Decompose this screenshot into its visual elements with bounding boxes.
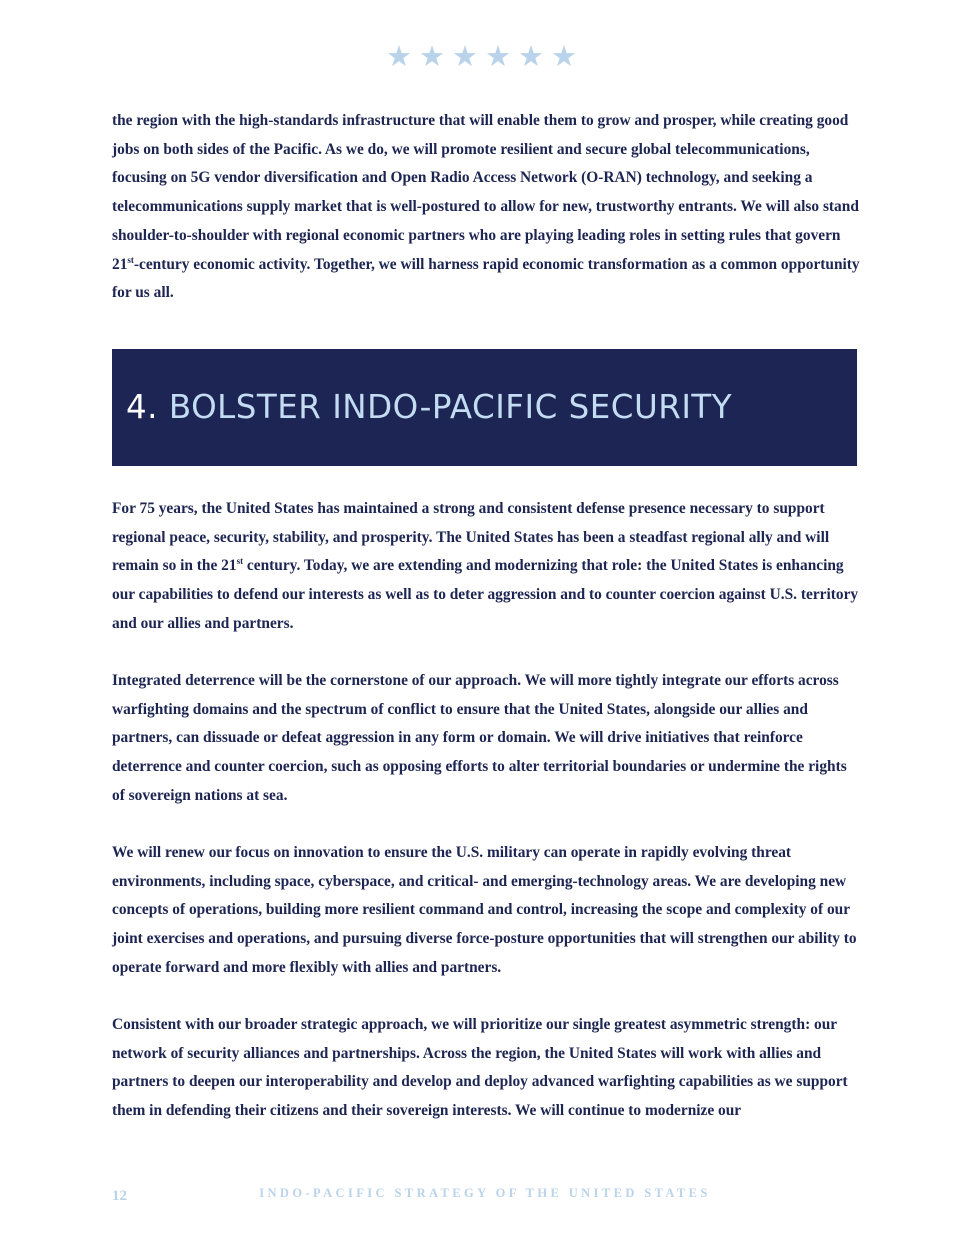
- paragraph-1-text: For 75 years, the United States has maintained a strong and consistent defense presence necessary to support regional peace, security, stability, and prosperity. The United States has been a steadfast regional ally and will remain so in the 21: [112, 500, 830, 575]
- section-heading: [126, 387, 732, 427]
- body-paragraph-1: [112, 495, 862, 639]
- section-number: 4.: [126, 388, 159, 426]
- intro-text: the region with the high-standards infrastructure that will enable them to grow and prosper, while creating good jobs on both sides of the Pacific. As we do, we will promote resilient and secure global telecommunications, focusing on 5G vendor diversification and Open Radio Access Network (O-RAN) technology, and seeking a telecommunications supply market that is well-postured to allow for new, trustworthy entrants. We will also stand shoulder-to-shoulder with regional economic partners who are playing leading roles in setting rules that govern 21: [112, 112, 859, 273]
- section-heading-banner: [112, 349, 857, 466]
- footer-document-title: INDO-PACIFIC STRATEGY OF THE UNITED STATES: [259, 1186, 711, 1200]
- body-paragraph-2: Integrated deterrence will be the cornerstone of our approach. We will more tightly integrate our efforts across warfighting domains and the spectrum of conflict to ensure that the United States, alongside our allies and partners, can dissuade or defeat aggression in any form or domain. We will drive initiatives that reinforce deterrence and counter coercion, such as opposing efforts to alter territorial boundaries or undermine the rights of sovereign nations at sea.: [112, 672, 847, 804]
- intro-text-continued: -century economic activity. Together, we will harness rapid economic transformation as a common opportunity for us all.: [112, 255, 860, 302]
- paragraph-1-superscript: st: [236, 556, 244, 567]
- header-stars-decoration: ★★★★★★: [386, 39, 584, 73]
- paragraph-1-text-continued: century. Today, we are extending and modernizing that role: the United States is enhancing our capabilities to defend our interests as well as to deter aggression and to counter coercion against U.S. territory and our allies and partners.: [112, 557, 859, 632]
- intro-paragraph: [112, 107, 862, 308]
- intro-superscript: st: [127, 254, 134, 265]
- page-number: 12: [112, 1188, 127, 1204]
- body-paragraph-4: Consistent with our broader strategic approach, we will prioritize our single greatest asymmetric strength: our network of security alliances and partnerships. Across the region, the United States will work with allies and partners to deepen our interoperability and develop and deploy advanced warfighting capabilities as we support them in defending their citizens and their sovereign interests. We will continue to modernize our: [112, 1016, 848, 1120]
- body-paragraph-3: We will renew our focus on innovation to ensure the U.S. military can operate in rapidly evolving threat environments, including space, cyberspace, and critical- and emerging-technology areas. We are developing new concepts of operations, building more resilient command and control, increasing the scope and complexity of our joint exercises and operations, and pursuing diverse force-posture opportunities that will strengthen our ability to operate forward and more flexibly with allies and partners.: [112, 844, 857, 976]
- section-title: BOLSTER INDO-PACIFIC SECURITY: [168, 388, 733, 426]
